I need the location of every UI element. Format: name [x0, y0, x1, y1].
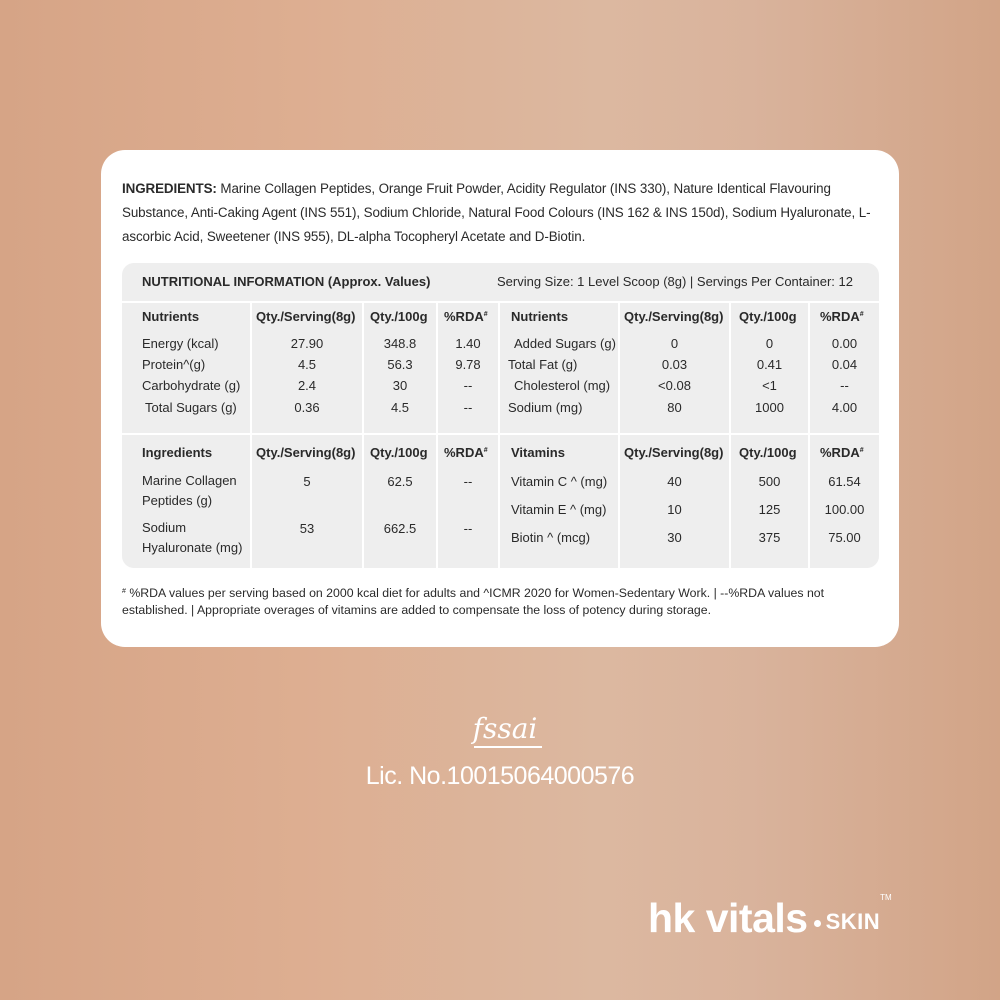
- col-header-nutrients: Nutrients: [511, 309, 569, 324]
- rda-label: %RDA: [820, 309, 860, 324]
- ingredient-serving: 53: [299, 521, 315, 536]
- nutrient-serving: 0: [670, 336, 679, 351]
- ingredients-list: Marine Collagen Peptides, Orange Fruit Powder, Acidity Regulator (INS 330), Nature Identical Flavouring Substance, Anti-Caking Agent (INS 551), Sodium Chloride, Natural Food Colours (INS 162 & INS 150d), Sodium Hyaluronate, L-ascorbic Acid, Sweetener (INS 955), DL-alpha Tocopheryl Acetate and D-Biotin.: [122, 181, 871, 244]
- nutrient-per100: 0.41: [756, 357, 783, 372]
- nutrition-title: NUTRITIONAL INFORMATION (Approx. Values): [142, 274, 431, 289]
- nutrient-serving: 2.4: [297, 378, 317, 393]
- vitamin-serving: 10: [667, 502, 682, 517]
- nutrient-per100: 348.8: [383, 336, 417, 351]
- vitamin-serving: 40: [667, 474, 682, 489]
- nutrient-per100: 30: [392, 378, 408, 393]
- nutrient-rda: 0.04: [831, 357, 858, 372]
- vitamin-rda: 61.54: [828, 474, 861, 489]
- nutrient-name: Carbohydrate (g): [142, 378, 241, 393]
- ingredient-rda: --: [463, 521, 473, 536]
- col-header-rda: [444, 445, 488, 461]
- rda-label: %RDA: [820, 445, 860, 460]
- col-header-vitamins: Vitamins: [511, 445, 565, 460]
- nutrient-rda: 4.00: [831, 400, 858, 415]
- nutrient-rda: --: [463, 400, 473, 415]
- rda-label: %RDA: [444, 445, 484, 460]
- footnote-mark: #: [122, 588, 126, 595]
- divider: [122, 301, 879, 303]
- rda-mark: #: [859, 311, 864, 318]
- ingredient-per100: 662.5: [383, 521, 417, 536]
- nutrient-name: Energy (kcal): [142, 336, 219, 351]
- nutrient-name: Added Sugars (g): [514, 336, 616, 351]
- ingredient-name: Marine Collagen Peptides (g): [142, 473, 237, 508]
- serving-info: Serving Size: 1 Level Scoop (8g) | Servings Per Container: 12: [496, 274, 853, 289]
- divider: [436, 435, 438, 568]
- rda-label: %RDA: [444, 309, 484, 324]
- vitamin-rda: 75.00: [828, 530, 861, 545]
- nutrient-name: Total Fat (g): [508, 357, 578, 372]
- col-header-rda: [444, 309, 488, 325]
- divider: [498, 303, 500, 433]
- col-header-serving: Qty./Serving(8g): [256, 445, 356, 460]
- rda-mark: #: [483, 447, 488, 454]
- nutrient-rda: 9.78: [455, 357, 481, 372]
- footnote: [122, 585, 882, 619]
- divider: [362, 435, 364, 568]
- brand-name: hk vitals: [648, 895, 808, 941]
- divider: [250, 435, 252, 568]
- vitamin-serving: 30: [667, 530, 682, 545]
- vitamin-name: Biotin ^ (mcg): [511, 530, 591, 545]
- nutrient-name: Sodium (mg): [508, 400, 583, 415]
- nutrient-serving: 4.5: [297, 357, 317, 372]
- col-header-rda: [820, 309, 864, 325]
- ingredient-rda: --: [463, 474, 473, 489]
- vitamin-rda: 100.00: [824, 502, 865, 517]
- nutrient-rda: 0.00: [831, 336, 858, 351]
- license-number: Lic. No.10015064000576: [365, 762, 635, 790]
- ingredient-name: Sodium Hyaluronate (mg): [142, 520, 243, 555]
- nutrient-per100: <1: [762, 378, 777, 393]
- nutrient-name: Cholesterol (mg): [514, 378, 611, 393]
- col-header-serving: Qty./Serving(8g): [624, 445, 724, 460]
- nutrient-rda: --: [463, 378, 473, 393]
- ingredients-label: INGREDIENTS:: [122, 181, 217, 196]
- nutrient-per100: 1000: [755, 400, 784, 415]
- fssai-underline: [474, 746, 542, 748]
- nutrition-card: [101, 150, 899, 647]
- rda-mark: #: [483, 311, 488, 318]
- vitamin-name: Vitamin E ^ (mg): [511, 502, 607, 517]
- nutrient-name: Total Sugars (g): [145, 400, 237, 415]
- col-header-ingredients: Ingredients: [142, 445, 213, 460]
- divider: [498, 435, 500, 568]
- divider: [122, 433, 879, 435]
- nutrient-per100: 56.3: [387, 357, 413, 372]
- nutrient-serving: 0.03: [661, 357, 688, 372]
- brand-logo: [648, 895, 948, 945]
- nutrient-per100: 0: [765, 336, 774, 351]
- nutrient-per100: 4.5: [390, 400, 410, 415]
- vitamin-per100: 375: [758, 530, 781, 545]
- col-header-per100: Qty./100g: [739, 445, 797, 460]
- ingredients-text: [122, 177, 877, 249]
- vitamin-per100: 125: [758, 502, 781, 517]
- nutrient-rda: 1.40: [455, 336, 481, 351]
- col-header-serving: Qty./Serving(8g): [624, 309, 724, 324]
- vitamin-per100: 500: [758, 474, 781, 489]
- col-header-nutrients: Nutrients: [142, 309, 200, 324]
- ingredient-serving: 5: [303, 474, 311, 489]
- brand-sub: SKIN: [825, 909, 881, 934]
- nutrition-header: [122, 263, 879, 301]
- brand-dot: [814, 920, 821, 927]
- col-header-per100: Qty./100g: [370, 309, 428, 324]
- col-header-rda: [820, 445, 864, 461]
- ingredient-per100: 62.5: [387, 474, 413, 489]
- col-header-serving: Qty./Serving(8g): [256, 309, 356, 324]
- rda-mark: #: [859, 447, 864, 454]
- vitamin-name: Vitamin C ^ (mg): [511, 474, 608, 489]
- footnote-text: %RDA values per serving based on 2000 kcal diet for adults and ^ICMR 2020 for Women-Sedentary Work. | --%RDA values not established. | Appropriate overages of vitamins are added to compensate the loss of potency during storage.: [122, 586, 825, 617]
- nutrient-serving: 27.90: [290, 336, 324, 351]
- nutrient-serving: 0.36: [294, 400, 320, 415]
- nutrient-rda: --: [840, 378, 849, 393]
- fssai-logo: [460, 712, 550, 752]
- nutrient-serving: <0.08: [658, 378, 691, 393]
- nutrition-table: [122, 263, 879, 568]
- nutrient-name: Protein^(g): [142, 357, 206, 372]
- col-header-per100: Qty./100g: [739, 309, 797, 324]
- nutrient-serving: 80: [667, 400, 682, 415]
- trademark: TM: [880, 893, 892, 902]
- fssai-logo-text: fssai: [472, 712, 538, 745]
- col-header-per100: Qty./100g: [370, 445, 428, 460]
